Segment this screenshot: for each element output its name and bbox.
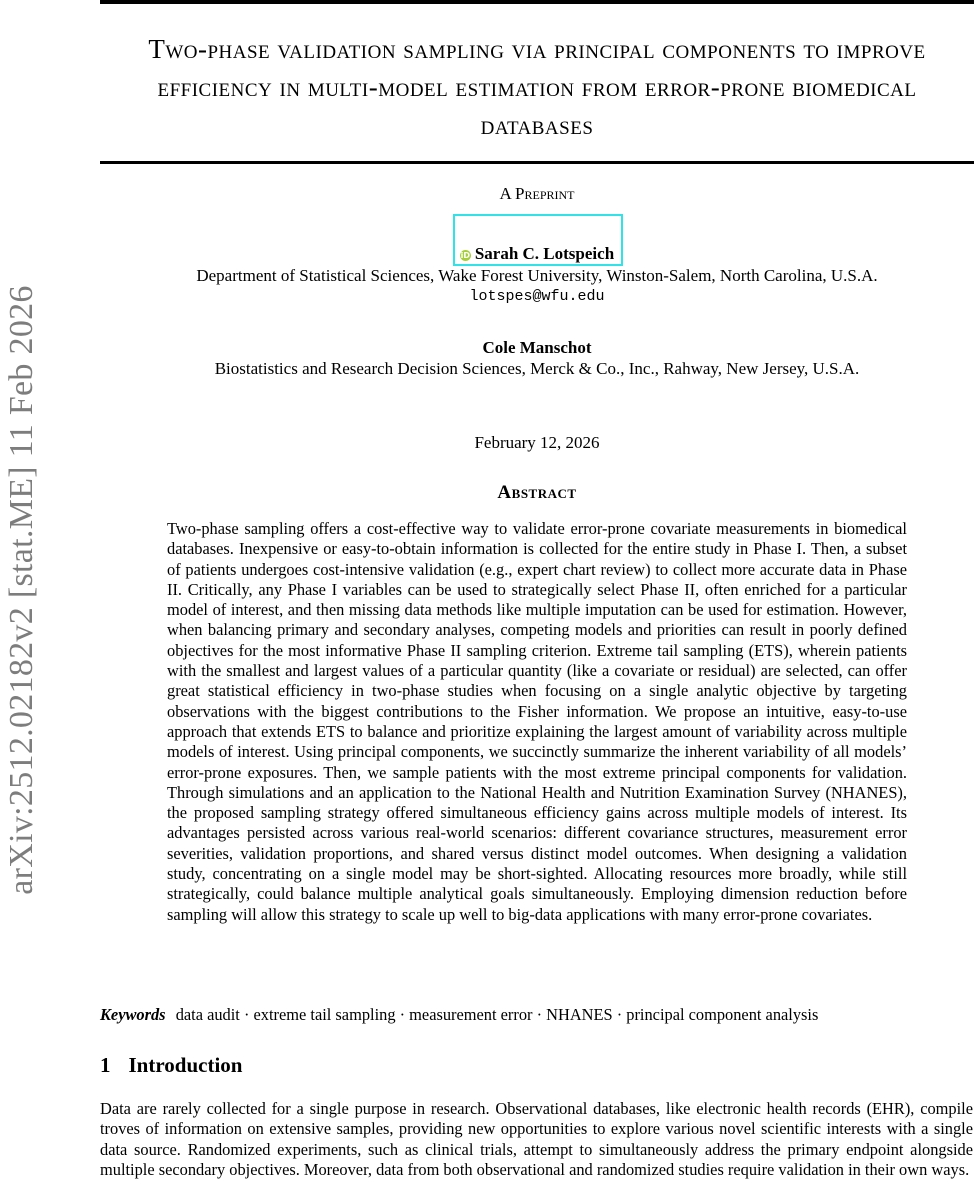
preprint-label: A Preprint (499, 184, 575, 203)
author-1-email[interactable]: lotspes@wfu.edu (469, 288, 605, 305)
introduction-text: Data are rarely collected for a single purpose in research. Observational databases, like electronic health records (EHR), compile troves of information on extensive samples, providing new opportunities to explore various novel scientific interests with a single data source. Randomized experiments, such as clinical trials, attempt to simultaneously address the primary endpoint alongside multiple secondary objectives. Moreover, data from both observational and randomized studies require validation in their own ways. (100, 1099, 973, 1179)
keywords-line (100, 1005, 910, 1025)
publication-date: February 12, 2026 (474, 433, 600, 452)
title-bottom-rule (100, 161, 974, 164)
section-number: 1 (100, 1053, 111, 1077)
author-2-affiliation: Biostatistics and Research Decision Sciences, Merck & Co., Inc., Rahway, New Jersey, U.S.A. (214, 359, 860, 378)
section-title: Introduction (128, 1053, 243, 1077)
arxiv-identifier-stamp (2, 252, 42, 928)
author-1 (100, 244, 974, 264)
abstract-text: Two-phase sampling offers a cost-effective way to validate error-prone covariate measurements in biomedical databases. Inexpensive or easy-to-obtain information is collected for the entire study in Phase I. Then, a subset of patients undergoes cost-intensive validation (e.g., expert chart review) to collect more accurate data in Phase II. Critically, any Phase I variables can be used to strategically select Phase II, often enriched for a particular model of interest, and then missing data methods like multiple imputation can be used for estimation. However, when balancing primary and secondary analyses, competing models and priorities can result in poorly defined objectives for the most informative Phase II sampling criterion. Extreme tail sampling (ETS), wherein patients with the smallest and largest values of a particular quantity (like a covariate or residual) are selected, can offer great statistical efficiency in two-phase studies when focusing on a single analytic objective by targeting observations with the biggest contributions to the Fisher information. We propose an intuitive, easy-to-use approach that extends ETS to balance and prioritize explaining the largest amount of variability across multiple models of interest. Using principal components, we succinctly summarize the inherent variability of all models’ error-prone exposures. Then, we sample patients with the most extreme principal components for validation. Through simulations and an application to the National Health and Nutrition Examination Survey (NHANES), the proposed sampling strategy offered simultaneous efficiency gains across multiple models of interest. Its advantages persisted across various real-world scenarios: different covariance structures, measurement error severities, validation proportions, and shared versus distinct model outcomes. When designing a validation study, concentrating on a single model may be short-sighted. Allocating resources more broadly, while still strategically, could balance multiple analytical goals simultaneously. Employing dimension reduction before sampling will allow this strategy to scale up well to big-data applications with many error-prone covariates. (167, 519, 907, 924)
orcid-icon[interactable]: iD (460, 251, 471, 260)
author-1-affiliation: Department of Statistical Sciences, Wake Forest University, Winston-Salem, North Carolina, U.S.A. (196, 266, 878, 285)
author-1-name[interactable]: Sarah C. Lotspeich (474, 244, 615, 263)
title-top-rule (100, 0, 974, 4)
paper-title: Two-phase validation sampling via principal components to improve efficiency in multi-model estimation from error-prone biomedical databases (148, 34, 926, 140)
keywords-label: Keywords (100, 1005, 166, 1024)
author-2-name: Cole Manschot (482, 338, 592, 357)
section-heading-introduction (100, 1053, 242, 1078)
keywords-text: data audit · extreme tail sampling · measurement error · NHANES · principal component analysis (175, 1005, 819, 1024)
abstract-heading: Abstract (497, 482, 577, 503)
arxiv-identifier-text: arXiv:2512.02182v2 [stat.ME] 11 Feb 2026 (3, 285, 40, 895)
